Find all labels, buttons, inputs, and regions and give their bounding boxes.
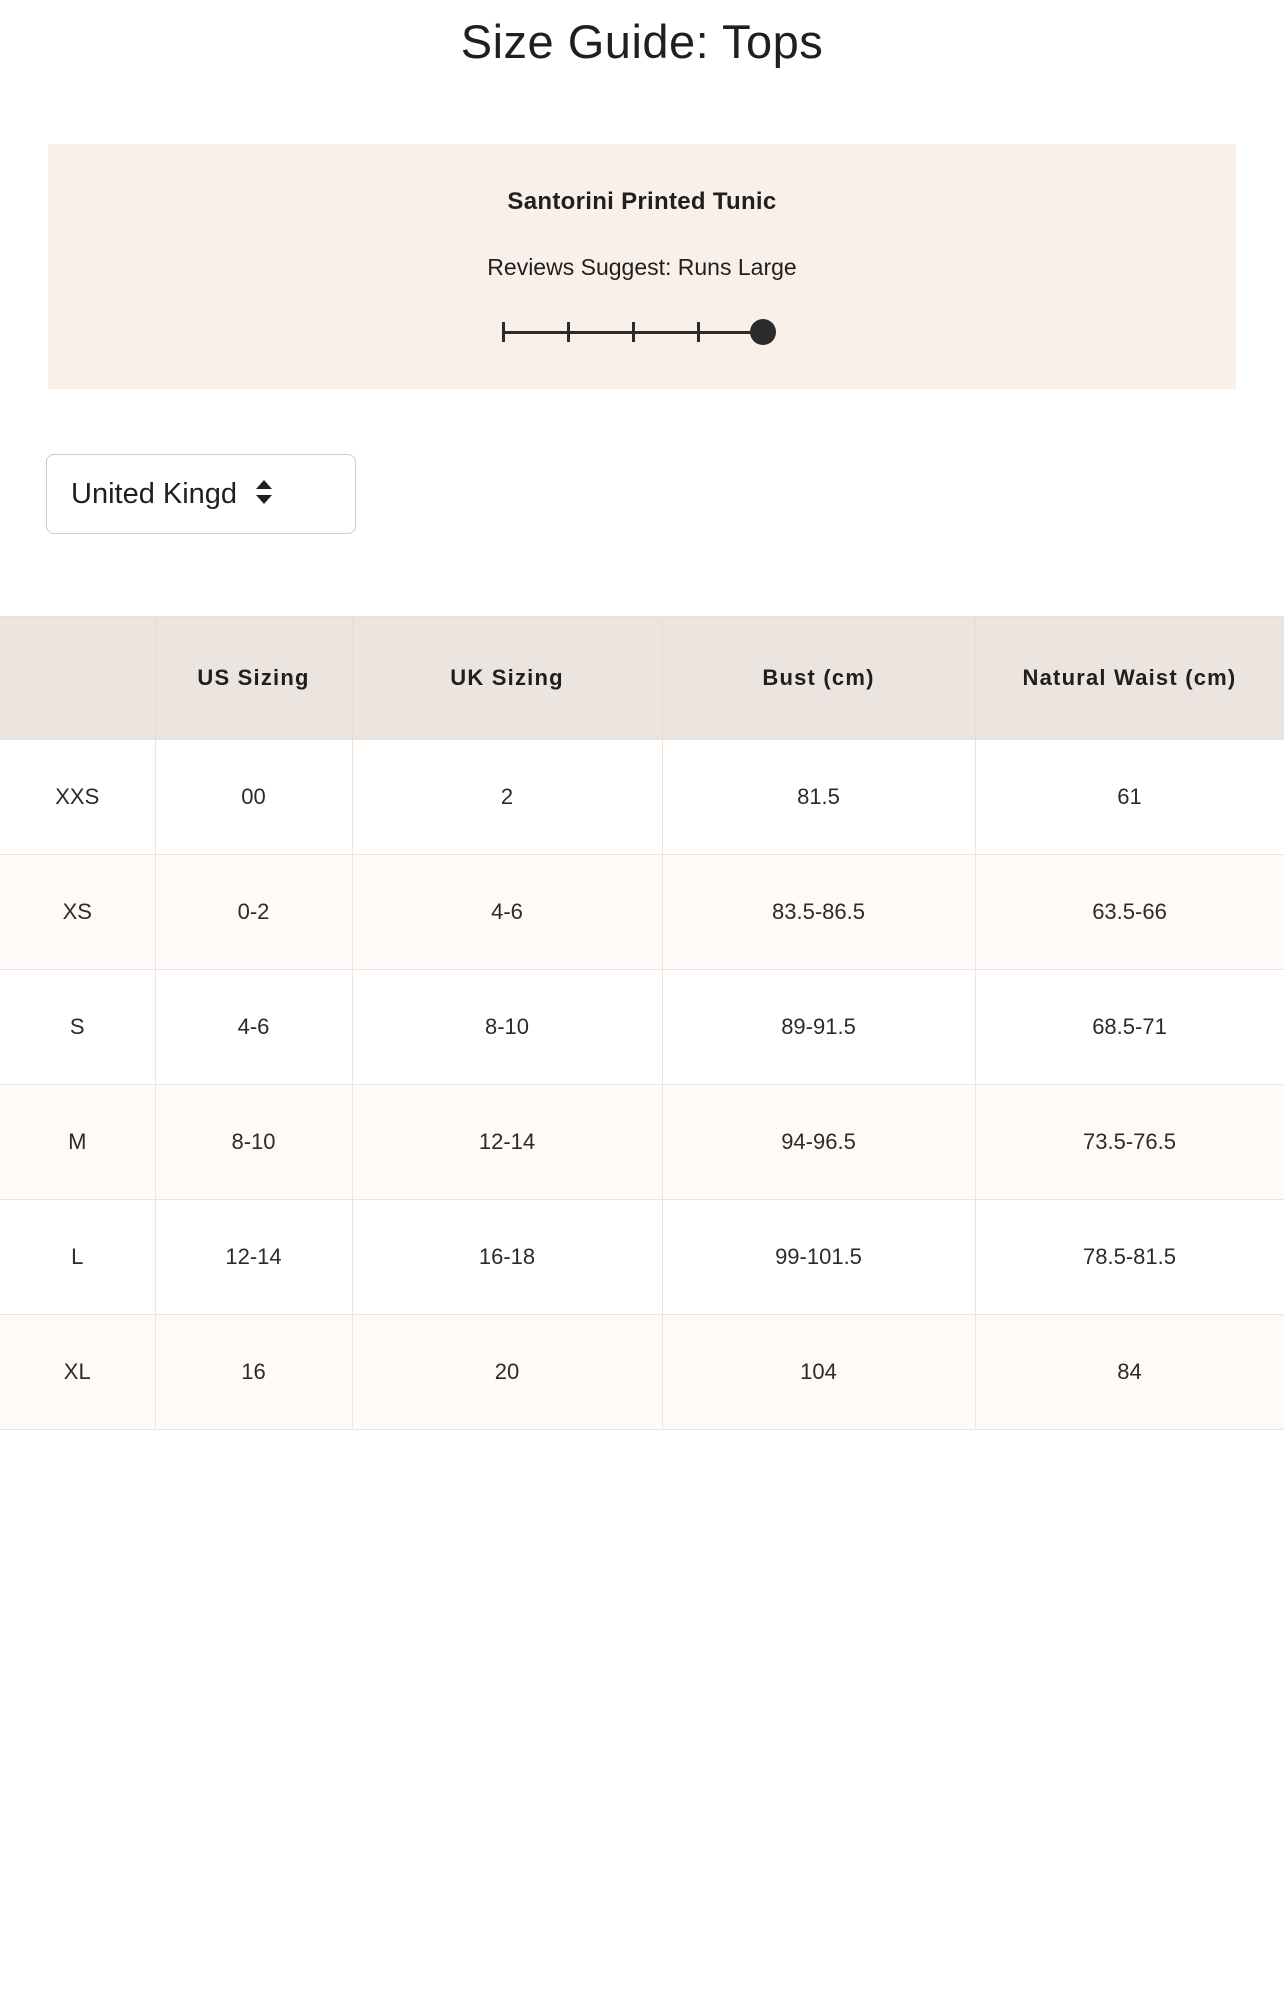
cell-bust: 104 xyxy=(662,1315,975,1430)
cell-uk: 4-6 xyxy=(352,855,662,970)
fit-scale-tick xyxy=(567,322,570,342)
region-select-value: United Kingd xyxy=(71,477,238,510)
fit-scale-tick xyxy=(502,322,505,342)
cell-size: L xyxy=(0,1200,155,1315)
cell-us: 00 xyxy=(155,740,352,855)
cell-size: S xyxy=(0,970,155,1085)
size-chart-head xyxy=(0,617,1284,740)
region-select[interactable] xyxy=(46,454,356,534)
cell-waist: 78.5-81.5 xyxy=(975,1200,1284,1315)
chevron-up-down-icon xyxy=(253,477,275,511)
fit-scale xyxy=(68,315,1216,349)
cell-uk: 20 xyxy=(352,1315,662,1430)
page-title: Size Guide: Tops xyxy=(460,15,824,68)
size-chart-table xyxy=(0,616,1284,1430)
cell-bust: 89-91.5 xyxy=(662,970,975,1085)
cell-uk: 12-14 xyxy=(352,1085,662,1200)
cell-waist: 63.5-66 xyxy=(975,855,1284,970)
table-header-row xyxy=(0,617,1284,740)
table-row xyxy=(0,970,1284,1085)
cell-waist: 61 xyxy=(975,740,1284,855)
fit-scale-marker xyxy=(750,319,776,345)
cell-bust: 99-101.5 xyxy=(662,1200,975,1315)
fit-scale-track xyxy=(502,315,782,349)
review-suggestion-text: Reviews Suggest: Runs Large xyxy=(487,254,797,281)
table-row xyxy=(0,1315,1284,1430)
table-row xyxy=(0,740,1284,855)
cell-us: 12-14 xyxy=(155,1200,352,1315)
fit-scale-tick xyxy=(632,322,635,342)
column-header-uk: UK Sizing xyxy=(352,617,662,740)
cell-size: XXS xyxy=(0,740,155,855)
table-row xyxy=(0,1085,1284,1200)
cell-us: 8-10 xyxy=(155,1085,352,1200)
region-selector-row xyxy=(46,454,1284,534)
cell-waist: 84 xyxy=(975,1315,1284,1430)
fit-scale-tick xyxy=(697,322,700,342)
cell-waist: 73.5-76.5 xyxy=(975,1085,1284,1200)
cell-size: XS xyxy=(0,855,155,970)
table-row xyxy=(0,855,1284,970)
cell-waist: 68.5-71 xyxy=(975,970,1284,1085)
column-header-bust: Bust (cm) xyxy=(662,617,975,740)
cell-size: M xyxy=(0,1085,155,1200)
size-chart-body xyxy=(0,740,1284,1430)
product-info-card xyxy=(48,144,1236,389)
cell-uk: 8-10 xyxy=(352,970,662,1085)
cell-us: 0-2 xyxy=(155,855,352,970)
cell-size: XL xyxy=(0,1315,155,1430)
cell-bust: 94-96.5 xyxy=(662,1085,975,1200)
cell-us: 16 xyxy=(155,1315,352,1430)
cell-uk: 2 xyxy=(352,740,662,855)
column-header-size xyxy=(0,617,155,740)
product-name: Santorini Printed Tunic xyxy=(507,188,777,216)
column-header-waist: Natural Waist (cm) xyxy=(975,617,1284,740)
column-header-us: US Sizing xyxy=(155,617,352,740)
cell-uk: 16-18 xyxy=(352,1200,662,1315)
cell-bust: 81.5 xyxy=(662,740,975,855)
table-row xyxy=(0,1200,1284,1315)
cell-us: 4-6 xyxy=(155,970,352,1085)
cell-bust: 83.5-86.5 xyxy=(662,855,975,970)
